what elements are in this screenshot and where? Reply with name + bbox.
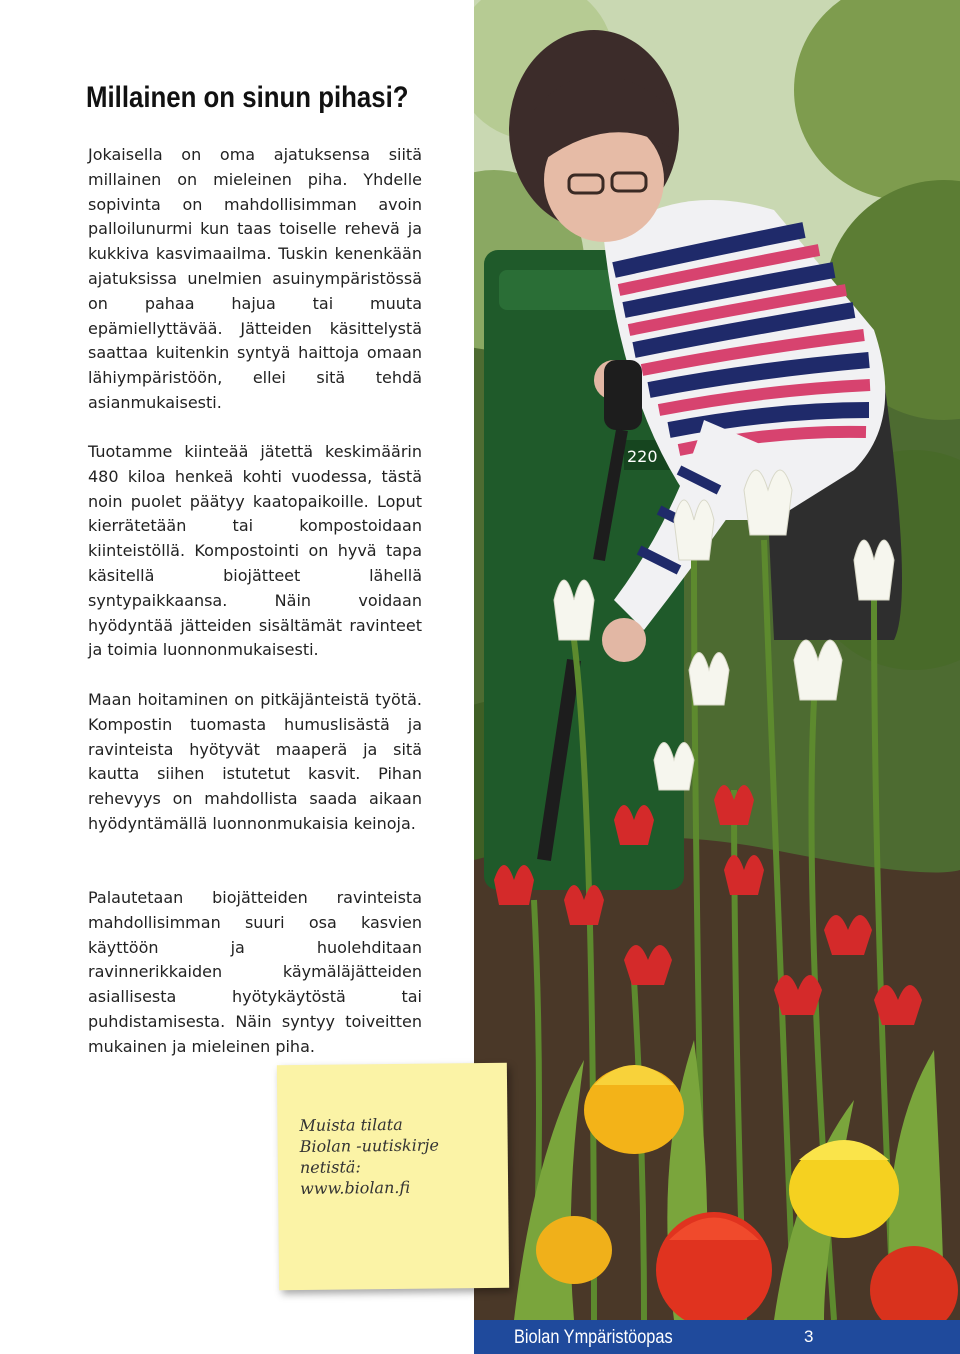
paragraph-3: Maan hoitaminen on pitkäjänteistä työtä. Kompostin tuomasta humuslisästä ja ravinteista hyötyvät maaperä ja sitä kautta siihen istutetut kasvit. Pihan rehevyys on mahdollista saada aikaan hyödyntämällä luonnonmukaisia keinoja. xyxy=(88,690,422,833)
paragraph-4: Palautetaan biojätteiden ravinteista mahdollisimman suuri osa kasvien käyttöön ja huolehditaan ravinnerikkaiden käymäläjätteiden asiallisesta hyötykäytöstä tai puhdistamisesta. Näin syntyy toiveitten mukainen ja mieleinen piha. xyxy=(88,888,422,1056)
sticky-note-text: Muista tilata Biolan -uutiskirje netistä: www.biolan.fi xyxy=(299,1114,439,1198)
footer-title: Biolan Ympäristöopas xyxy=(514,1327,673,1348)
sticky-note xyxy=(277,1063,509,1290)
footer-bar xyxy=(474,1320,960,1354)
page-title: Millainen on sinun pihasi? xyxy=(86,81,409,115)
bin-label: 220 xyxy=(627,447,658,466)
paragraph-2: Tuotamme kiinteää jätettä keskimäärin 480 kiloa henkeä kohti vuodessa, tästä noin puolet päätyy kaatopaikoille. Loput kierrätetään tai kompostoidaan kiinteistöllä. Kompostointi on hyvä tapa käsitellä biojätteet lähellä syntypaikkaansa. Näin voidaan hyödyntää jätteiden sisältämät ravinteet ja toimia luonnonmukaisesti. xyxy=(88,442,422,660)
garden-photo-illustration xyxy=(474,0,960,1320)
garden-photo xyxy=(474,0,960,1320)
paragraph-1: Jokaisella on oma ajatuksensa siitä millainen on mieleinen piha. Yhdelle sopivinta on mahdollisimman avoin palloilunurmi kun taas toiselle rehevä ja kukkiva kasvimaailma. Tuskin kenenkään ajatuksissa unelmien asuinympäristössä on pahaa hajua tai muuta epämiellyttävää. Jätteiden käsittelystä saattaa kuitenkin syntyä haittoja omaan lähiympäristöön, ellei sitä tehdä asianmukaisesti. xyxy=(88,145,422,412)
page-number: 3 xyxy=(804,1327,814,1346)
